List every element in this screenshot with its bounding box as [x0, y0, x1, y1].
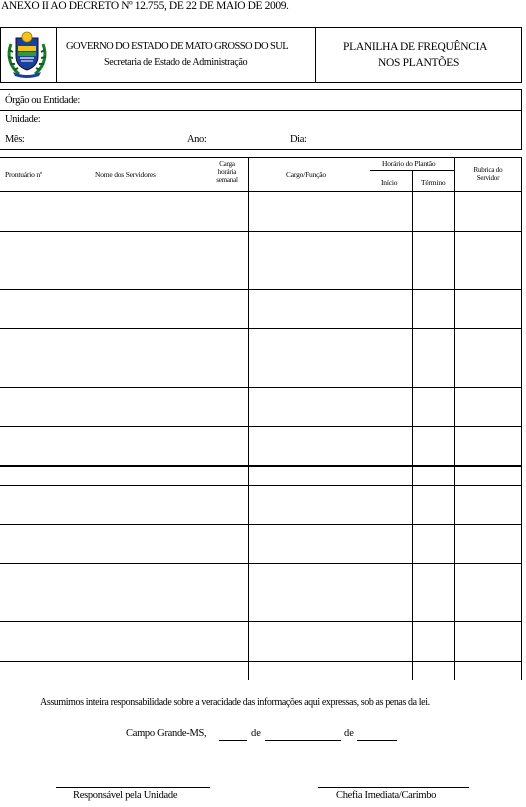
date-month-line[interactable]	[265, 740, 341, 741]
col-cargo: Cargo/Função	[286, 170, 326, 179]
ano-label: Ano:	[187, 134, 207, 145]
date-de-2: de	[344, 728, 354, 739]
table-border-right	[521, 157, 522, 680]
annex-title: ANEXO II AO DECRETO Nº 12.755, DE 22 DE MAIO DE 2009.	[1, 0, 289, 12]
signature-right-label: Chefia Imediata/Carimbo	[336, 790, 437, 801]
date-de-1: de	[251, 728, 261, 739]
col-rubrica: Rubrica do Servidor	[473, 166, 503, 182]
col-nome: Nome dos Servidores	[95, 170, 156, 179]
table-row	[0, 485, 522, 486]
date-place: Campo Grande-MS,	[126, 728, 207, 739]
dia-label: Dia:	[290, 134, 307, 145]
col-prontuario: Prontuário nº	[5, 170, 43, 179]
government-name: GOVERNO DO ESTADO DE MATO GROSSO DO SUL	[66, 41, 289, 52]
date-year-line[interactable]	[357, 740, 397, 741]
table-row	[0, 465, 522, 467]
table-row	[0, 563, 522, 564]
orgao-label: Órgão ou Entidade:	[5, 95, 80, 106]
unidade-label: Unidade:	[5, 114, 41, 125]
col-termino: Término	[421, 178, 446, 187]
table-row	[0, 524, 522, 525]
signature-line-right[interactable]	[318, 787, 469, 788]
col-inicio: Início	[381, 178, 398, 187]
table-row	[0, 328, 522, 329]
col-carga: Carga horária semanal	[216, 160, 238, 184]
table-row	[0, 661, 522, 662]
form-title-line1: PLANILHA DE FREQUÊNCIA	[343, 41, 488, 53]
secretariat-name: Secretaria de Estado de Administração	[104, 57, 248, 68]
date-day-line[interactable]	[219, 740, 247, 741]
table-row	[0, 231, 522, 232]
signature-line-left[interactable]	[56, 787, 210, 788]
mes-label: Mês:	[5, 134, 25, 145]
table-row	[0, 289, 522, 290]
table-row	[0, 387, 522, 388]
form-title-line2: NOS PLANTÕES	[378, 57, 460, 69]
table-row	[0, 621, 522, 622]
state-coat-of-arms-icon	[5, 30, 49, 78]
declaration-text: Assumimos inteira responsabilidade sobre a veracidade das informações aqui expressas, sob as penas da lei.	[40, 697, 430, 708]
col-horario: Horário do Plantão	[382, 159, 436, 168]
table-header-bottom	[0, 191, 522, 192]
table-row	[0, 426, 522, 427]
header-box	[0, 27, 522, 83]
signature-left-label: Responsável pela Unidade	[73, 790, 178, 801]
